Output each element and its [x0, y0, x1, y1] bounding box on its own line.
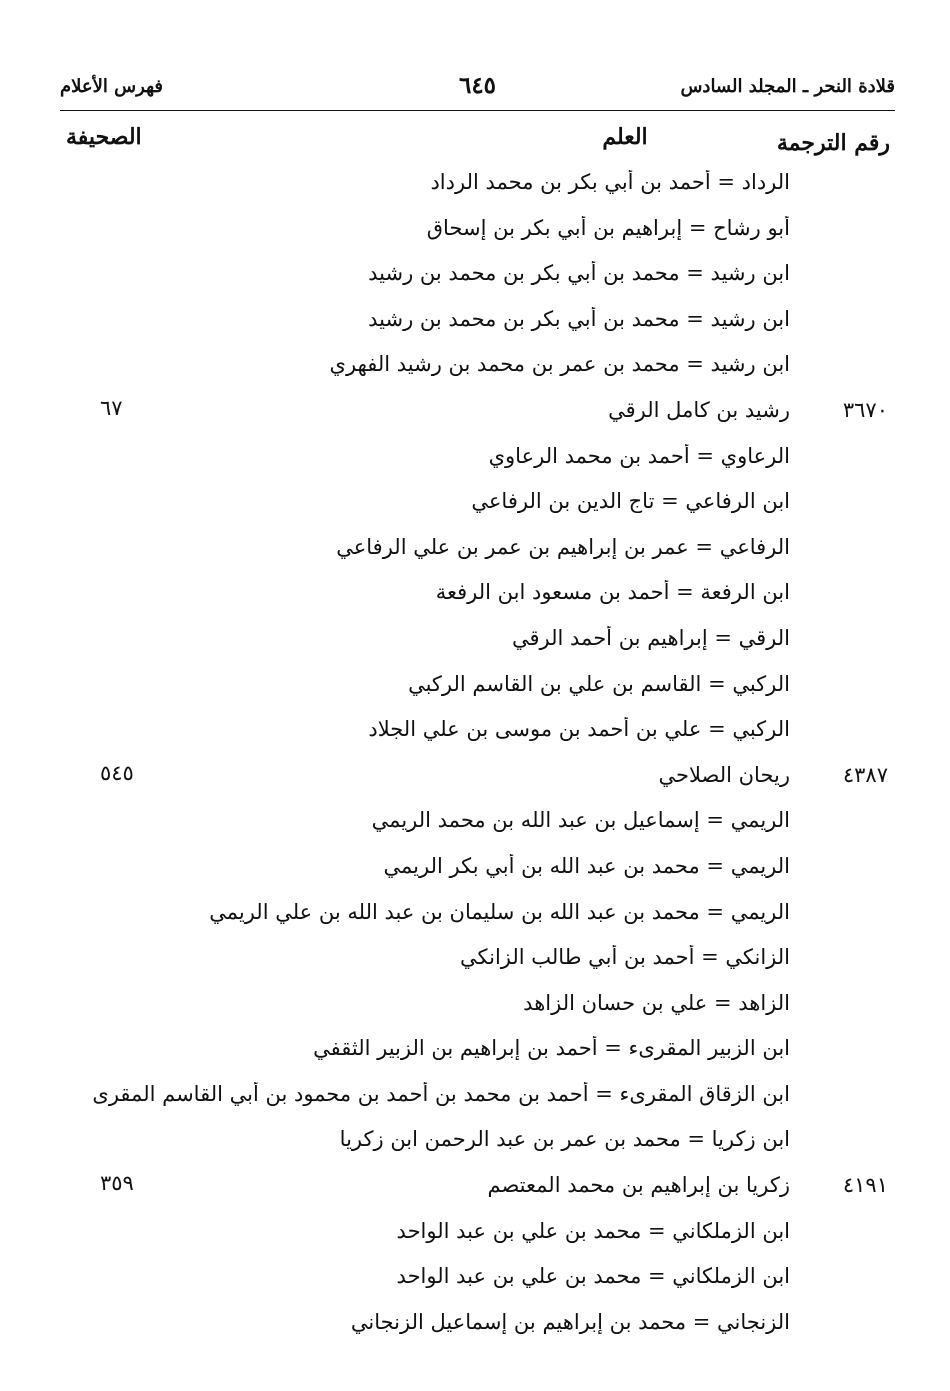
entry-page: ٦٧	[100, 395, 123, 420]
index-entry	[0, 483, 950, 529]
entry-name: الرفاعي = عمر بن إبراهيم بن عمر بن علي الرفاعي	[336, 534, 790, 559]
index-entry	[0, 848, 950, 894]
entry-name: رشيد بن كامل الرقي	[608, 397, 790, 422]
entry-name: زكريا بن إبراهيم بن محمد المعتصم	[487, 1173, 790, 1198]
column-header-number: رقم الترجمة	[776, 130, 890, 156]
page-number: ٦٤٥	[458, 72, 497, 99]
entry-name: الرقي = إبراهيم بن أحمد الرقي	[512, 625, 790, 650]
index-entry	[0, 1258, 950, 1304]
entry-name: الريمي = محمد بن عبد الله بن أبي بكر الريمي	[383, 853, 790, 878]
entry-name: ابن الزملكاني = محمد بن علي بن عبد الواحد	[396, 1264, 790, 1289]
index-entry	[0, 574, 950, 620]
index-entries	[0, 164, 950, 1349]
entry-name: الرداد = أحمد بن أبي بكر بن محمد الرداد	[430, 170, 790, 194]
index-entry	[0, 711, 950, 757]
index-entry	[0, 802, 950, 848]
entry-name: ابن رشيد = محمد بن أبي بكر بن محمد بن رشيد	[368, 306, 790, 331]
entry-name: أبو رشاح = إبراهيم بن أبي بكر بن إسحاق	[426, 215, 790, 240]
index-entry	[0, 1121, 950, 1167]
index-entry	[0, 666, 950, 712]
entry-name: ابن الرفعة = أحمد بن مسعود ابن الرفعة	[435, 580, 790, 605]
entry-number: ٣٦٧٠	[842, 397, 888, 422]
entry-name: الرعاوي = أحمد بن محمد الرعاوي	[488, 443, 790, 468]
index-entry	[0, 438, 950, 484]
index-entry	[0, 1167, 950, 1213]
index-entry	[0, 985, 950, 1031]
index-entry	[0, 392, 950, 438]
entry-name: الركبي = علي بن أحمد بن موسى بن علي الجلاد	[368, 717, 790, 742]
index-entry	[0, 210, 950, 256]
entry-name: الزانكي = أحمد بن أبي طالب الزانكي	[460, 945, 790, 970]
entry-name: الريمي = محمد بن عبد الله بن سليمان بن عبد الله بن علي الريمي	[209, 899, 790, 924]
entry-name: ابن الزقاق المقرىء = أحمد بن محمد بن أحمد بن محمود بن أبي القاسم المقرى	[92, 1081, 790, 1106]
entry-name: الزنجاني = محمد بن إبراهيم بن إسماعيل الزنجاني	[350, 1309, 790, 1334]
entry-name: الركبي = القاسم بن علي بن القاسم الركبي	[408, 671, 790, 696]
index-entry	[0, 1030, 950, 1076]
entry-name: ابن الزملكاني = محمد بن علي بن عبد الواحد	[396, 1218, 790, 1243]
index-entry	[0, 1213, 950, 1259]
index-entry	[0, 757, 950, 803]
entry-name: ريحان الصلاحي	[658, 762, 790, 787]
entry-name: ابن الرفاعي = تاج الدين بن الرفاعي	[471, 489, 790, 514]
book-title: قلادة النحر ـ المجلد السادس	[680, 76, 895, 97]
index-entry	[0, 301, 950, 347]
entry-name: ابن رشيد = محمد بن عمر بن محمد بن رشيد الفهري	[329, 352, 790, 377]
index-entry	[0, 164, 950, 210]
index-entry	[0, 620, 950, 666]
index-entry	[0, 529, 950, 575]
entry-number: ٤١٩١	[842, 1173, 888, 1198]
column-header-page: الصحيفة	[66, 124, 142, 150]
index-entry	[0, 346, 950, 392]
index-entry	[0, 255, 950, 301]
entry-name: الريمي = إسماعيل بن عبد الله بن محمد الريمي	[371, 808, 790, 833]
index-entry	[0, 894, 950, 940]
entry-page: ٥٤٥	[100, 760, 134, 785]
column-headers	[0, 124, 950, 164]
column-header-name: العلم	[602, 124, 648, 150]
index-entry	[0, 1076, 950, 1122]
entry-name: ابن رشيد = محمد بن أبي بكر بن محمد بن رشيد	[368, 261, 790, 286]
index-entry	[0, 939, 950, 985]
entry-number: ٤٣٨٧	[842, 762, 888, 787]
entry-name: ابن زكريا = محمد بن عمر بن عبد الرحمن ابن زكريا	[339, 1127, 790, 1152]
section-title: فهرس الأعلام	[60, 76, 163, 97]
running-header	[60, 70, 895, 111]
entry-name: ابن الزبير المقرىء = أحمد بن إبراهيم بن الزبير الثقفي	[313, 1036, 790, 1061]
index-entry	[0, 1304, 950, 1350]
entry-name: الزاهد = علي بن حسان الزاهد	[523, 990, 790, 1015]
entry-page: ٣٥٩	[100, 1171, 134, 1196]
